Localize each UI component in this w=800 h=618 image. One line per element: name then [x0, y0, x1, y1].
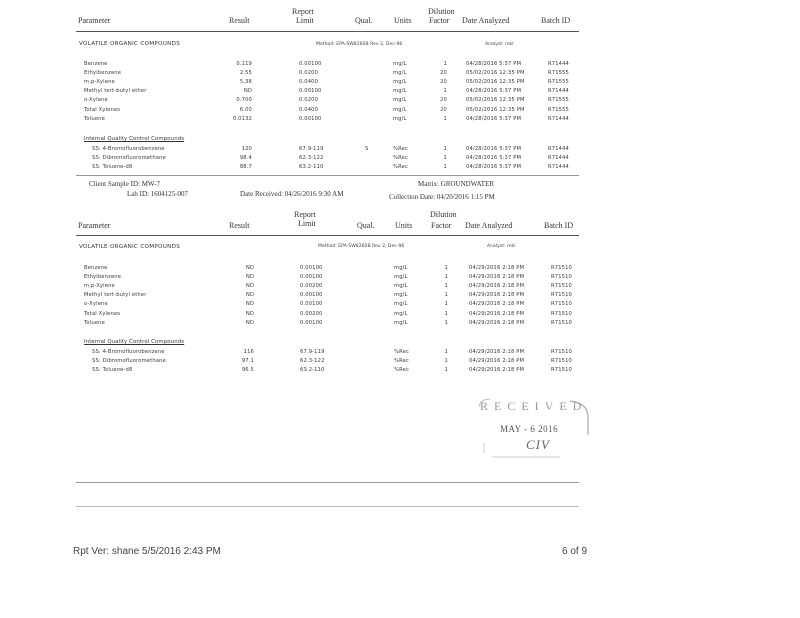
cell-date-analyzed: 05/02/2016 12:35 PM: [466, 79, 525, 86]
cell-limit: 0.00100: [300, 292, 323, 299]
cell-batch-id: R71510: [551, 292, 573, 299]
col-units: Units: [395, 221, 413, 230]
cell-units: mg/L: [394, 310, 408, 317]
cell-dilution-factor: 20: [440, 106, 447, 113]
table-row: [0, 291, 800, 300]
cell-limit: 63.2-110: [299, 164, 324, 171]
cell-date-analyzed: 04/28/2016 5:37 PM: [466, 88, 522, 95]
cell-parameter: Methyl tert-butyl ether: [84, 292, 147, 299]
col-parameter: Parameter: [78, 221, 111, 230]
cell-units: mg/L: [394, 283, 408, 290]
cell-batch-id: R71555: [548, 106, 570, 113]
qc-title-2: Internal Quality Control Compounds: [84, 339, 185, 345]
qc-row: [0, 145, 800, 154]
table-row: [0, 115, 800, 124]
cell-batch-id: R71444: [548, 155, 570, 162]
cell-date-analyzed: 04/29/2016 2:18 PM: [469, 367, 525, 374]
cell-result: ND: [245, 292, 254, 299]
cell-date-analyzed: 04/29/2016 2:18 PM: [469, 319, 525, 326]
table-row: [0, 310, 800, 319]
col-limit: Limit: [298, 219, 316, 228]
report-version: Rpt Ver: shane 5/5/2016 2:43 PM: [73, 546, 221, 557]
cell-units: mg/L: [393, 61, 407, 67]
cell-batch-id: R71444: [548, 61, 570, 67]
cell-result: 6.00: [239, 106, 252, 113]
cell-dilution-factor: 1: [444, 367, 448, 374]
cell-parameter: o-Xylene: [84, 97, 108, 104]
section-title-1: VOLATILE ORGANIC COMPOUNDS: [79, 41, 181, 47]
cell-parameter: Ethylbenzene: [84, 274, 122, 281]
analyst-2: Analyst: mkl: [487, 244, 516, 249]
cell-units: mg/L: [393, 106, 407, 113]
cell-parameter: SS: 4-Bromofluorobenzene: [92, 349, 165, 355]
page-number: 6 of 9: [562, 546, 588, 557]
cell-units: mg/L: [393, 115, 407, 122]
cell-parameter: SS: Dibromofluoromethane: [92, 155, 166, 162]
cell-dilution-factor: 1: [443, 146, 447, 152]
col-batch-id: Batch ID: [544, 221, 574, 230]
cell-units: mg/L: [394, 292, 408, 299]
cell-parameter: SS: 4-Bromofluorobenzene: [92, 146, 165, 152]
stamp-underline: [490, 451, 570, 465]
cell-qual: S: [365, 146, 369, 152]
cell-batch-id: R71555: [548, 70, 570, 77]
cell-parameter: m,p-Xylene: [84, 283, 115, 290]
cell-parameter: o-Xylene: [84, 301, 108, 308]
cell-units: mg/L: [394, 319, 408, 326]
cell-limit: 0.00100: [299, 61, 322, 67]
cell-limit: 0.0200: [299, 97, 319, 104]
cell-parameter: Benzene: [84, 61, 108, 67]
cell-batch-id: R71510: [551, 283, 573, 290]
cell-limit: 0.00100: [300, 301, 323, 308]
col-factor: Factor: [429, 16, 450, 25]
cell-date-analyzed: 04/28/2016 5:37 PM: [466, 155, 522, 162]
cell-batch-id: R71444: [548, 164, 570, 171]
cell-date-analyzed: 04/29/2016 2:18 PM: [469, 292, 525, 299]
cell-date-analyzed: 04/29/2016 2:18 PM: [469, 358, 525, 365]
cell-result: 0.119: [236, 61, 252, 67]
qc-row: [0, 348, 800, 357]
cell-result: ND: [245, 283, 254, 290]
col-limit: Limit: [296, 16, 314, 25]
cell-parameter: Toluene: [84, 319, 105, 326]
cell-parameter: m,p-Xylene: [84, 79, 115, 86]
cell-result: ND: [245, 310, 254, 317]
col-date-analyzed: Date Analyzed: [465, 221, 513, 230]
analyst-1: Analyst: mkl: [485, 42, 514, 47]
qc-row: [0, 163, 800, 172]
table-row: [0, 106, 800, 115]
cell-batch-id: R71444: [548, 88, 570, 95]
cell-batch-id: R71510: [551, 310, 573, 317]
cell-parameter: SS: Toluene-d8: [92, 164, 133, 171]
table-row: [0, 96, 800, 105]
cell-dilution-factor: 1: [443, 164, 447, 171]
header-rule-1: [76, 31, 579, 32]
matrix-label: Matrix:: [418, 180, 439, 188]
cell-date-analyzed: 05/02/2016 12:35 PM: [466, 70, 525, 77]
table-row: [0, 78, 800, 87]
cell-units: %Rec: [393, 164, 408, 171]
cell-result: ND: [245, 274, 254, 281]
cell-limit: 0.00200: [300, 283, 323, 290]
cell-result: 98.4: [239, 155, 252, 162]
cell-result: ND: [245, 265, 254, 271]
cell-parameter: Toluene: [84, 115, 105, 122]
cell-date-analyzed: 04/29/2016 2:18 PM: [469, 349, 525, 355]
cell-batch-id: R71510: [551, 319, 573, 326]
cell-limit: 0.00100: [299, 88, 322, 95]
cell-dilution-factor: 1: [444, 301, 448, 308]
col-qual: Qual.: [357, 221, 375, 230]
cell-limit: 0.00100: [300, 274, 323, 281]
cell-units: %Rec: [394, 358, 409, 365]
cell-limit: 62.3-122: [299, 155, 324, 162]
cell-dilution-factor: 1: [444, 274, 448, 281]
lab-id: 1604125-007: [150, 190, 189, 198]
cell-date-analyzed: 04/28/2016 5:37 PM: [466, 164, 522, 171]
table-end-rule-1: [76, 175, 579, 176]
bottom-rule-1: [76, 482, 579, 483]
cell-dilution-factor: 20: [440, 70, 447, 77]
cell-batch-id: R71555: [548, 97, 570, 104]
cell-units: %Rec: [394, 349, 409, 355]
col-dilution: Dilution: [430, 210, 457, 219]
col-dilution: Dilution: [428, 7, 455, 16]
cell-limit: 67.9-119: [300, 349, 325, 355]
collection-date-label: Collection Date:: [389, 193, 436, 201]
cell-limit: 63.2-110: [300, 367, 325, 374]
col-units: Units: [394, 16, 412, 25]
cell-parameter: SS: Dibromofluoromethane: [92, 358, 166, 365]
date-received: 04/26/2016 9:30 AM: [284, 190, 344, 198]
cell-result: ND: [245, 301, 254, 308]
table-row: [0, 69, 800, 78]
cell-result: ND: [243, 88, 252, 95]
cell-limit: 0.00100: [299, 115, 322, 122]
bottom-rule-2: [76, 506, 579, 507]
date-received-label: Date Received:: [240, 190, 283, 198]
cell-date-analyzed: 05/02/2016 12:35 PM: [466, 106, 525, 113]
cell-date-analyzed: 04/29/2016 2:18 PM: [469, 274, 525, 281]
cell-batch-id: R71555: [548, 79, 570, 86]
cell-result: ND: [245, 319, 254, 326]
method-1: Method: EPA-SW8260B Rev 2, Dec-96: [316, 42, 403, 47]
stamp-date: MAY - 6 2016: [500, 424, 559, 434]
cell-batch-id: R71510: [551, 301, 573, 308]
cell-limit: 0.00100: [300, 265, 323, 271]
qc-title-1: Internal Quality Control Compounds: [84, 136, 185, 142]
cell-date-analyzed: 04/29/2016 2:18 PM: [469, 265, 525, 271]
cell-result: 0.0132: [232, 115, 252, 122]
collection-date: 04/20/2016 1:15 PM: [436, 193, 495, 201]
col-report: Report: [294, 210, 316, 219]
cell-units: %Rec: [393, 155, 408, 162]
cell-dilution-factor: 1: [444, 283, 448, 290]
cell-batch-id: R71510: [551, 265, 573, 271]
section-title-2: VOLATILE ORGANIC COMPOUNDS: [79, 244, 181, 250]
table-row: [0, 300, 800, 309]
header-rule-2: [76, 235, 579, 236]
cell-result: 0.700: [236, 97, 252, 104]
cell-limit: 0.00200: [300, 310, 323, 317]
cell-date-analyzed: 04/28/2016 5:37 PM: [466, 115, 522, 122]
cell-dilution-factor: 1: [443, 61, 447, 67]
cell-result: 5.38: [239, 79, 252, 86]
cell-date-analyzed: 05/02/2016 12:35 PM: [466, 97, 525, 104]
col-factor: Factor: [431, 221, 452, 230]
cell-result: 2.55: [239, 70, 252, 77]
cell-dilution-factor: 1: [444, 292, 448, 299]
table-row: [0, 319, 800, 328]
received-stamp: [470, 395, 600, 470]
cell-parameter: SS: Toluene-d8: [92, 367, 133, 374]
cell-batch-id: R71444: [548, 115, 570, 122]
cell-parameter: Total Xylenes: [84, 106, 121, 113]
cell-limit: 0.0400: [299, 79, 319, 86]
cell-units: mg/L: [394, 274, 408, 281]
table-row: [0, 87, 800, 96]
cell-dilution-factor: 1: [444, 319, 448, 326]
cell-date-analyzed: 04/28/2016 5:37 PM: [466, 146, 522, 152]
qc-row: [0, 357, 800, 366]
col-qual: Qual.: [355, 16, 373, 25]
cell-date-analyzed: 04/29/2016 2:18 PM: [469, 283, 525, 290]
col-parameter: Parameter: [78, 16, 111, 25]
client-sample-id: MW-7: [141, 180, 160, 188]
cell-result: 116: [243, 349, 254, 355]
cell-units: %Rec: [393, 146, 408, 152]
client-sample-label: Client Sample ID:: [89, 180, 140, 188]
cell-units: mg/L: [393, 79, 407, 86]
matrix-value: GROUNDWATER: [440, 180, 495, 188]
cell-date-analyzed: 04/29/2016 2:18 PM: [469, 310, 525, 317]
col-report: Report: [292, 7, 314, 16]
cell-dilution-factor: 20: [440, 97, 447, 104]
cell-result: 96.5: [241, 367, 254, 374]
table-row: [0, 282, 800, 291]
cell-batch-id: R71510: [551, 367, 573, 374]
method-2: Method: EPA-SW8260B Rev 2, Dec-96: [318, 244, 405, 249]
cell-result: 97.1: [241, 358, 254, 365]
cell-parameter: Methyl tert-butyl ether: [84, 88, 147, 95]
cell-dilution-factor: 1: [444, 349, 448, 355]
cell-parameter: Ethylbenzene: [84, 70, 122, 77]
cell-parameter: Benzene: [84, 265, 108, 271]
cell-dilution-factor: 1: [444, 310, 448, 317]
cell-limit: 0.0200: [299, 70, 319, 77]
col-date-analyzed: Date Analyzed: [462, 16, 510, 25]
cell-units: %Rec: [394, 367, 409, 374]
cell-limit: 0.00100: [300, 319, 323, 326]
cell-limit: 67.9-119: [299, 146, 324, 152]
cell-result: 120: [241, 146, 252, 152]
cell-units: mg/L: [394, 265, 408, 271]
cell-units: mg/L: [393, 70, 407, 77]
cell-batch-id: R71510: [551, 349, 573, 355]
cell-limit: 62.3-122: [300, 358, 325, 365]
table-row: [0, 264, 800, 273]
table-row: [0, 60, 800, 69]
cell-date-analyzed: 04/28/2016 5:37 PM: [466, 61, 522, 67]
cell-units: mg/L: [393, 97, 407, 104]
cell-parameter: Total Xylenes: [84, 310, 121, 317]
cell-limit: 0.0400: [299, 106, 319, 113]
cell-units: mg/L: [394, 301, 408, 308]
cell-date-analyzed: 04/29/2016 2:18 PM: [469, 301, 525, 308]
cell-dilution-factor: 20: [440, 79, 447, 86]
cell-dilution-factor: 1: [444, 358, 448, 365]
cell-batch-id: R71510: [551, 358, 573, 365]
cell-batch-id: R71510: [551, 274, 573, 281]
stamp-initials: CIV: [526, 437, 550, 452]
stamp-title: RECEIVED: [480, 399, 588, 413]
cell-dilution-factor: 1: [443, 88, 447, 95]
col-result: Result: [229, 221, 250, 230]
cell-batch-id: R71444: [548, 146, 570, 152]
col-result: Result: [229, 16, 250, 25]
cell-dilution-factor: 1: [444, 265, 448, 271]
cell-dilution-factor: 1: [443, 115, 447, 122]
table-row: [0, 273, 800, 282]
qc-row: [0, 154, 800, 163]
cell-result: 88.7: [239, 164, 252, 171]
lab-id-label: Lab ID:: [127, 190, 149, 198]
qc-row: [0, 366, 800, 375]
cell-dilution-factor: 1: [443, 155, 447, 162]
cell-units: mg/L: [393, 88, 407, 95]
col-batch-id: Batch ID: [541, 16, 571, 25]
